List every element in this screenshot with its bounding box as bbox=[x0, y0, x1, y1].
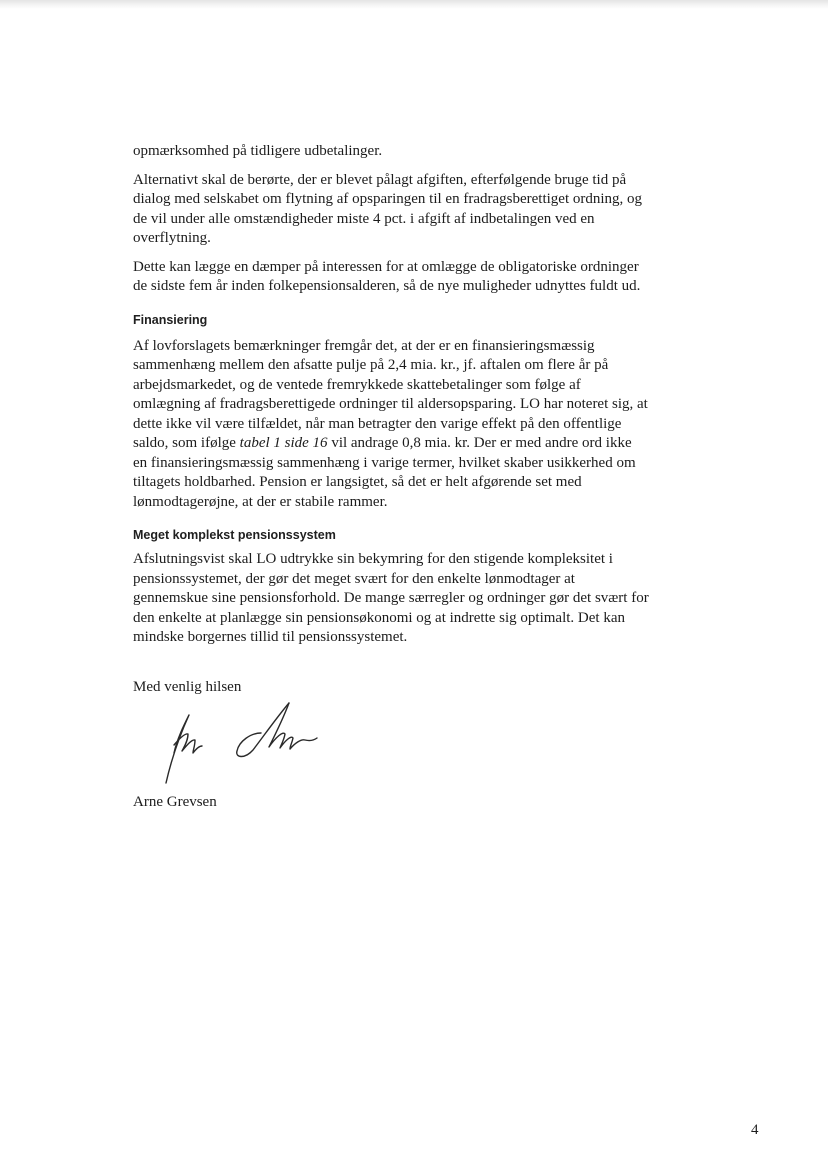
scan-top-edge bbox=[0, 0, 828, 9]
signer-name: Arne Grevsen bbox=[133, 794, 217, 810]
paragraph-earlier-payouts: opmærksomhed på tidligere udbetalinger. bbox=[133, 143, 383, 159]
letter-body bbox=[133, 142, 688, 813]
heading-financing: Finansiering bbox=[133, 312, 208, 327]
handwritten-signature bbox=[133, 699, 343, 791]
paragraph-alternative: Alternativt skal de berørte, der er blevet pålagt afgiften, efterfølgende bruge tid på dialog med selskabet om flytning af opsparingen til en fradragsberettiget ordning, og de vil under alle omstændigheder miste 4 pct. i afgift af indbetalingen ved en overflytning. bbox=[133, 171, 643, 246]
paragraph-financing bbox=[133, 337, 688, 513]
table-reference: tabel 1 side 16 bbox=[239, 435, 328, 451]
paragraph-financing-text-2: vil andrage 0,8 mia. kr. Der er med andre ord ikke en finansieringsmæssig sammenhæng i varige termer, hvilket skaber usikkerhed om tiltagets holdbarhed. Pension er langsigtet, så det er helt afgørende set med lønmodtagerøjne, at der er stabile rammer. bbox=[133, 435, 636, 510]
paragraph-dampener: Dette kan lægge en dæmper på interessen for at omlægge de obligatoriske ordninger de sidste fem år inden folkepensionsalderen, så de nye muligheder udnyttes fuldt ud. bbox=[133, 258, 641, 294]
paragraph-complexity: Afslutningsvist skal LO udtrykke sin bekymring for den stigende kompleksitet i pensionssystemet, der gør det meget svært for den enkelte lønmodtager at gennemskue sine pensionsforhold. De mange særregler og ordninger gør det svært for den enkelte at planlægge sin pensionsøkonomi og at indrette sig optimalt. Det kan mindske borgernes tillid til pensionssystemet. bbox=[133, 551, 649, 645]
closing-greeting: Med venlig hilsen bbox=[133, 678, 242, 695]
page-number: 4 bbox=[751, 1122, 759, 1138]
heading-complex-system: Meget komplekst pensionssystem bbox=[133, 528, 336, 542]
paragraph-financing-text-1: Af lovforslagets bemærkninger fremgår det, at der er en finansieringsmæssig sammenhæng mellem den afsatte pulje på 2,4 mia. kr., jf. aftalen om flere år på arbejdsmarkedet, og de ventede fremrykkede skattebetalinger som følge af omlægning af fradragsberettigede ordninger til aldersopsparing. LO har noteret sig, at dette ikke vil være tilfældet, når man betragter den varige effekt på den offentlige saldo, som ifølge bbox=[133, 337, 648, 451]
